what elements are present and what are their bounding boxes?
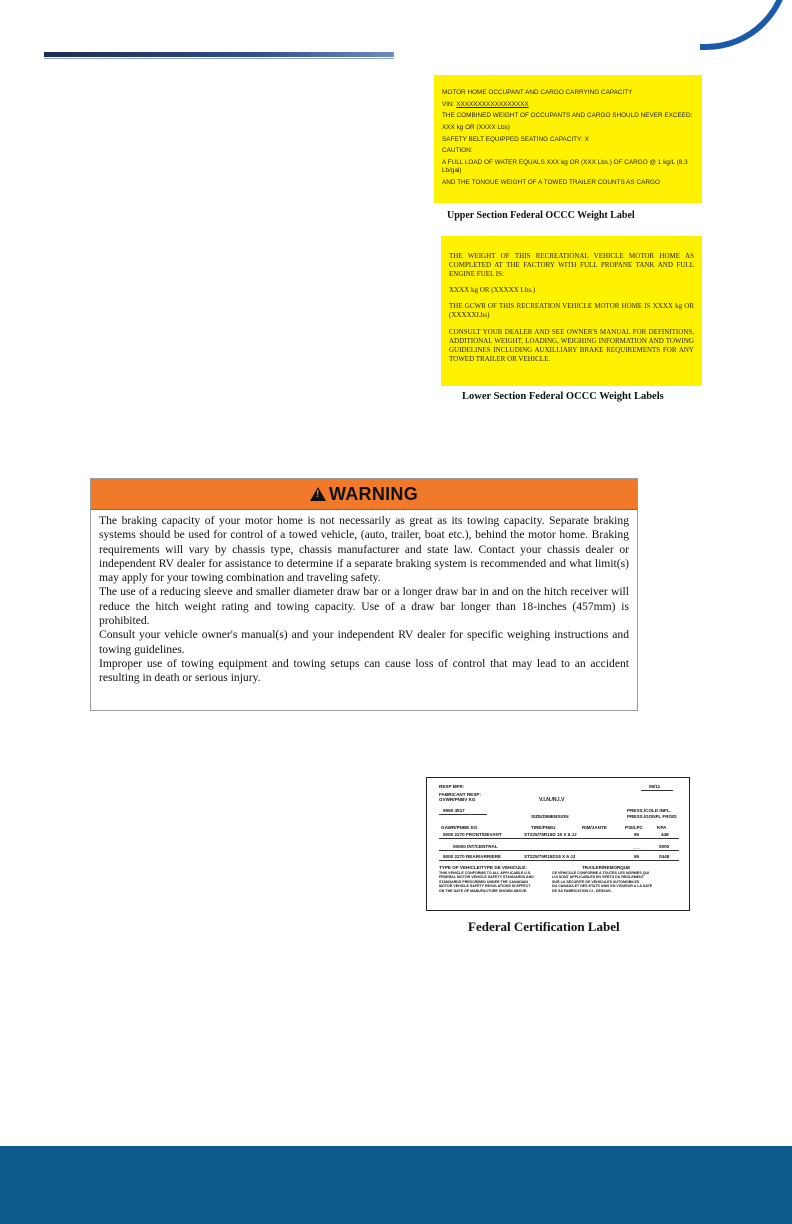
certification-label-caption: Federal Certification Label <box>468 919 620 934</box>
cert-trailer: TRAILER/REMORQUE <box>582 865 631 870</box>
federal-certification-label <box>426 777 690 911</box>
lower-label-line: XXXX kg OR (XXXXX Lbs.) <box>449 286 536 295</box>
cert-type-vehicle: TYPE OF VEHICLE/TYPE DE VEHICULE: <box>439 865 527 870</box>
upper-label-line: MOTOR HOME OCCUPANT AND CARGO CARRYING CAPACITY <box>442 89 633 96</box>
cert-gvwr-values: 9950 4517 <box>443 808 465 813</box>
cert-kpa: KPA <box>657 825 667 830</box>
lower-occc-label <box>441 236 702 386</box>
cert-psi-int: ___ <box>633 844 641 849</box>
warning-title: WARNING <box>328 483 419 504</box>
upper-label-line: A FULL LOAD OF WATER EQUALS XXX kg OR (XXX Lbs.) OF CARGO @ 1 kg/L (8.3 Lb/gal) <box>442 158 688 175</box>
upper-label-line: CAUTION: <box>442 147 473 155</box>
header-rule <box>44 52 394 57</box>
cert-tire-front: ST225/75R15D 15 X 6 JJ <box>524 832 577 837</box>
cert-fabricant: FABRICANT RESP: <box>439 792 481 797</box>
cert-psi: PSI/LPC <box>625 825 643 830</box>
vin-value: XXXXXXXXXXXXXXXXX <box>456 100 529 108</box>
cert-press-cold: PRESS./COLD INFL. <box>627 808 671 813</box>
cert-kpa-front: 448 <box>661 832 669 837</box>
warning-header <box>91 479 637 510</box>
footer-band <box>0 1146 792 1224</box>
cert-size: SIZE/DIMENSION <box>531 814 569 819</box>
upper-occc-label <box>434 75 702 203</box>
warning-box <box>90 478 638 711</box>
cert-resp-mfr: RESP MFR: <box>439 784 465 789</box>
lower-label-line: CONSULT YOUR DEALER AND SEE OWNER'S MANUAL FOR DEFINITIONS, ADDITIONAL WEIGHT, LOADING, WEIGHING INFORMATION AND TOWING GUIDELINES INCLUDING AUXILLIARY BRAKE REQUIREMENTS FOR ANY TOWED TRAILER OR VEHICLE. <box>449 327 694 363</box>
upper-label-line: SAFETY BELT EQUIPPED SEATING CAPACITY: X <box>442 135 589 143</box>
warning-paragraph: Improper use of towing equipment and towing setups can cause loss of control that may lead to an accident resulting in death or serious injury. <box>99 656 629 685</box>
cert-kpa-rear: 0448 <box>659 854 670 859</box>
cert-date: 09/11 <box>649 784 661 789</box>
cert-kpa-int: 0000 <box>659 844 670 849</box>
lower-label-line: THE WEIGHT OF THIS RECREATIONAL VEHICLE MOTOR HOME AS COMPLETED AT THE FACTORY WITH FULL PROPANE TANK AND FULL ENGINE FUEL IS: <box>449 252 694 279</box>
warning-paragraph: The braking capacity of your motor home is not necessarily as great as its towing capacity. Separate braking systems should be used for control of a towed vehicle, (auto, trailer, boat etc.), behind the motor home. Braking requirements will vary by chassis type, chassis manufacturer and state law. Contact your chassis dealer or independent RV dealer for assistance to determine if a separate braking system is recommended and what limit(s) may apply for your towing combination and traveling safety. <box>99 514 629 585</box>
cert-vin: V.I.N./N.I.V <box>539 797 565 803</box>
cert-tire-rear: ST225/75R15D15 X 6 JJ <box>524 854 576 859</box>
cert-press-gonfl: PRESS./GONFL FROID <box>627 814 677 819</box>
cert-gvwr: GVWR/PNBV KG <box>439 797 476 802</box>
upper-label-line: XXX kg OR (XXXX Lbs) <box>442 123 510 131</box>
cert-row-rear: 5000 2270 REAR/ARRIERE <box>443 854 501 859</box>
lower-label-line: THE GCWR OF THIS RECREATION VEHICLE MOTOR HOME IS XXXX kg OR (XXXXXLbs) <box>449 302 694 320</box>
cert-psi-front: 65 <box>634 832 640 837</box>
cert-rim: RIM/JANTE <box>582 825 607 830</box>
lower-label-caption: Lower Section Federal OCCC Weight Labels <box>462 391 664 402</box>
cert-gawr: GAWR/PNBE KG <box>441 825 478 830</box>
upper-label-line: VIN: XXXXXXXXXXXXXXXXX <box>442 100 529 108</box>
warning-triangle-icon <box>310 487 326 501</box>
cert-row-int: 00000 INT/CENTRAL <box>453 844 498 849</box>
cert-psi-rear: 65 <box>634 854 640 859</box>
upper-label-caption: Upper Section Federal OCCC Weight Label <box>447 210 635 221</box>
cert-french-statement: CE VEHICULE CONFORME A TOUTES LES NORMES QUI LUI SONT APPLICABLES EN VERTU DU REGLEMENT SUR LA SECURITE DE VEHICULES AUTOMOBILES DU CANADA ET DES ETATS UNIS EN VIGUEUR A LA DATE DE SA FABRICATION CI - DESSUS. <box>552 871 653 893</box>
warning-paragraph: The use of a reducing sleeve and smaller diameter draw bar or a longer draw bar in and on the hitch receiver will reduce the hitch weight rating and towing capacity. Use of a draw bar longer than 18-inches (457mm) is prohibited. <box>99 585 629 628</box>
warning-body <box>91 510 637 686</box>
cert-tire: TIRE/PNEU <box>531 825 556 830</box>
upper-label-line: THE COMBINED WEIGHT OF OCCUPANTS AND CARGO SHOULD NEVER EXCEED: <box>442 112 693 120</box>
cert-english-statement: THIS VEHICLE CONFORMS TO ALL APPLICABLE U.S. FEDERAL MOTOR VEHICLE SAFETY STANDARDS AND STANDARDS PRESCRIBED UNDER THE CANADIAN MOTOR VEHICLE SAFETY REGULATIONS IN EFFECT ON THE DATE OF MANUFACTURE SHOWN ABOVE. <box>439 871 534 893</box>
warning-paragraph: Consult your vehicle owner's manual(s) and your independent RV dealer for specific weighing instructions and towing guidelines. <box>99 628 629 656</box>
cert-row-front: 5000 2270 FRONT/DEVANT <box>443 832 502 837</box>
upper-label-line: AND THE TONGUE WEIGHT OF A TOWED TRAILER COUNTS AS CARGO <box>442 179 660 187</box>
corner-arc-decoration <box>700 0 790 50</box>
